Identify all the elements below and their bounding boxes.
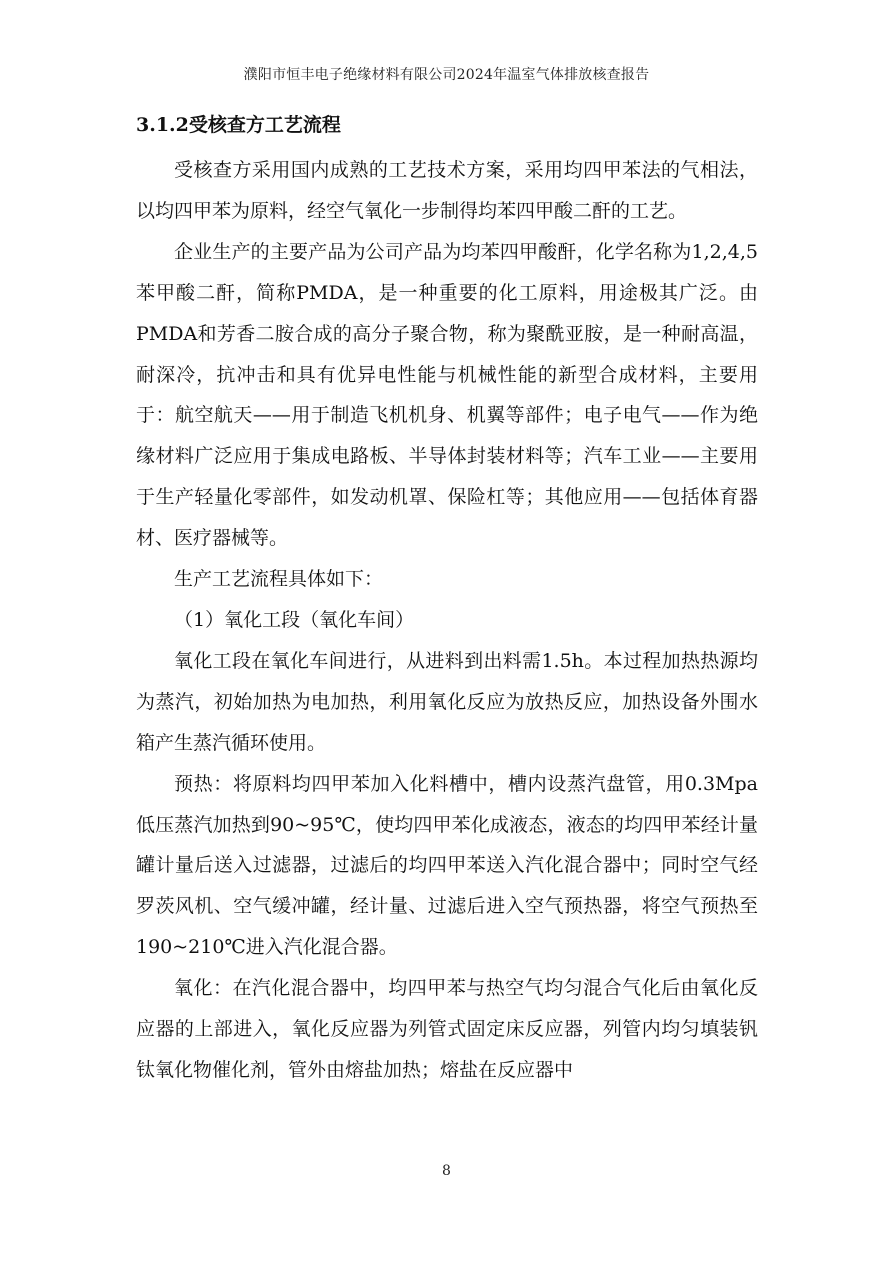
section-heading: 3.1.2受核查方工艺流程 [136, 114, 341, 136]
paragraph-oxidation-section-heading: （1）氧化工段（氧化车间） [174, 608, 415, 631]
paragraph-process-intro: 生产工艺流程具体如下： [174, 568, 384, 591]
running-header: 濮阳市恒丰电子绝缘材料有限公司2024年温室气体排放核查报告 [243, 67, 650, 83]
body-text [136, 150, 758, 1091]
paragraph-product-description: 企业生产的主要产品为公司产品为均苯四甲酸酐，化学名称为1,2,4,5苯甲酸二酐，简称PMDA，是一种重要的化工原料，用途极其广泛。由 PMDA和芳香二胺合成的高分子聚合物，称为聚酰亚胺，是一种耐高温，耐深冷，抗冲击和具有优异电性能与机械性能的新型合成材料，主要用于：航空航天——用于制造飞机机身、机翼等部件；电子电气——作为绝缘材料广泛应用于集成电路板、半导体封装材料等；汽车工业——主要用于生产轻量化零部件，如发动机罩、保险杠等；其他应用——包括体育器材、医疗器械等。 [136, 240, 758, 550]
paragraph-process-overview: 受核查方采用国内成熟的工艺技术方案，采用均四甲苯法的气相法，以均四甲苯为原料，经空气氧化一步制得均苯四甲酸二酐的工艺。 [136, 159, 758, 222]
paragraph-oxidation: 氧化：在汽化混合器中，均四甲苯与热空气均匀混合气化后由氧化反应器的上部进入，氧化反应器为列管式固定床反应器，列管内均匀填装钒钛氧化物催化剂，管外由熔盐加热；熔盐在反应器中 [136, 977, 758, 1081]
paragraph-preheating: 预热：将原料均四甲苯加入化料槽中，槽内设蒸汽盘管，用0.3Mpa低压蒸汽加热到90~95℃，使均四甲苯化成液态，液态的均四甲苯经计量罐计量后送入过滤器，过滤后的均四甲苯送入汽化混合器中；同时空气经罗茨风机、空气缓冲罐，经计量、过滤后进入空气预热器，将空气预热至190~210℃进入汽化混合器。 [136, 772, 758, 959]
paragraph-oxidation-section: 氧化工段在氧化车间进行，从进料到出料需1.5h。本过程加热热源均为蒸汽，初始加热为电加热，利用氧化反应为放热反应，加热设备外围水箱产生蒸汽循环使用。 [136, 649, 758, 754]
page-number: 8 [442, 1163, 451, 1179]
